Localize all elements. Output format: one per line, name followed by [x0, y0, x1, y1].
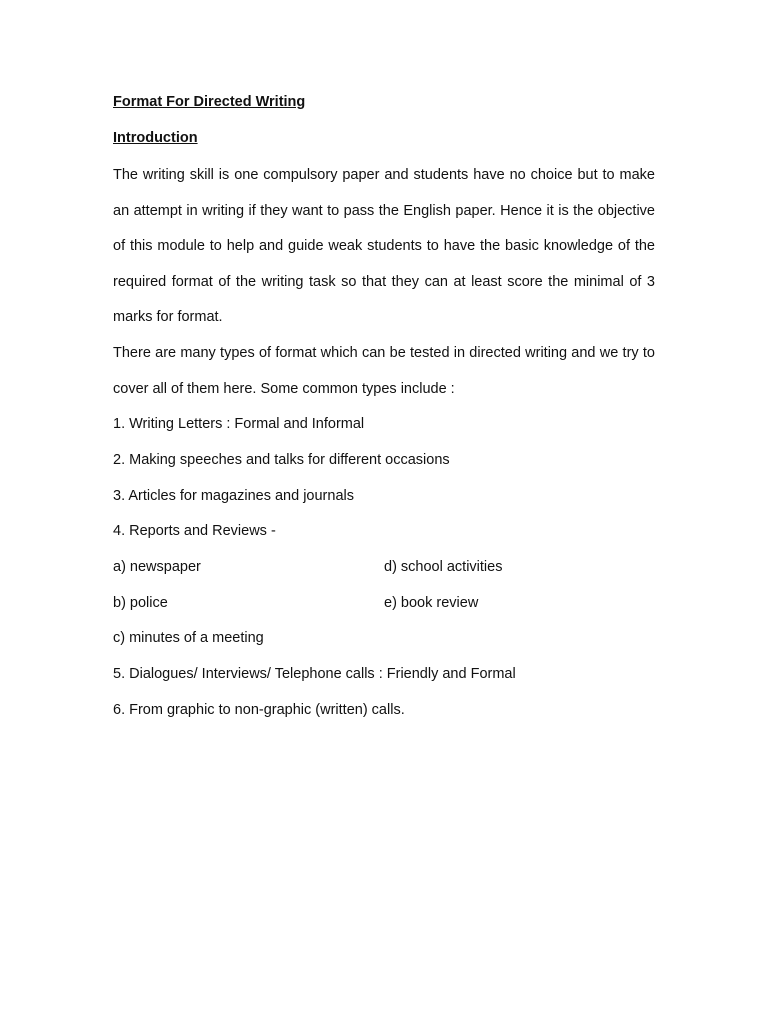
intro-paragraph: The writing skill is one compulsory paper and students have no choice but to make an attempt in writing if they want to pass the English paper. Hence it is the objective of this module to help and guide weak students to have the basic knowledge of the required format of the writing task so that they can at least score the minimal of 3 marks for format. [113, 167, 655, 326]
sub-item-row-2 [113, 586, 655, 622]
sub-item-c: c) minutes of a meeting [113, 630, 264, 647]
list-item-5: 5. Dialogues/ Interviews/ Telephone calls : Friendly and Formal [113, 665, 516, 682]
list-item-4: 4. Reports and Reviews - [113, 523, 276, 540]
sub-item-row-1 [113, 550, 655, 586]
types-paragraph: There are many types of format which can be tested in directed writing and we try to cover all of them here. Some common types include : [113, 344, 655, 397]
sub-item-a: a) newspaper [113, 558, 201, 575]
list-item-1: 1. Writing Letters : Formal and Informal [113, 416, 365, 433]
sub-item-b: b) police [113, 594, 168, 611]
sub-item-row-3 [113, 621, 655, 657]
list-item-2: 2. Making speeches and talks for different occasions [113, 451, 450, 468]
sub-item-d: d) school activities [384, 558, 503, 575]
list-item-3: 3. Articles for magazines and journals [113, 487, 354, 504]
document-title: Format For Directed Writing [113, 94, 306, 110]
list-item-6: 6. From graphic to non-graphic (written) calls. [113, 701, 405, 718]
sub-item-e: e) book review [384, 594, 479, 611]
document-body [113, 90, 655, 728]
section-heading-introduction: Introduction [113, 130, 198, 146]
